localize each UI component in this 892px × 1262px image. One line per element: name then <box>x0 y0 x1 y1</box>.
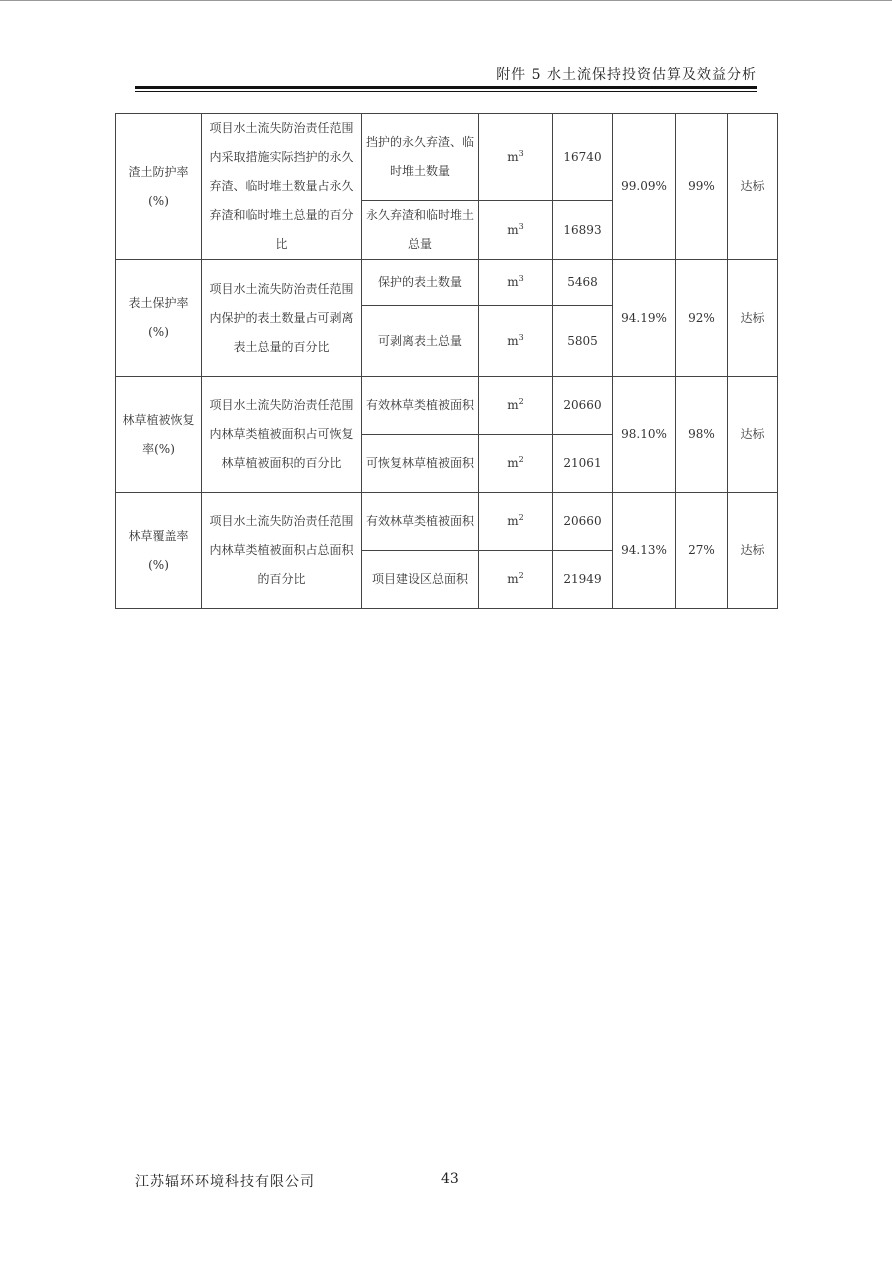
item-unit <box>479 435 553 493</box>
unit-exponent: 3 <box>518 221 524 231</box>
unit-base: m <box>507 398 519 412</box>
unit-exponent: 2 <box>518 455 524 464</box>
item-value: 5805 <box>553 306 613 377</box>
unit-exponent: 2 <box>518 513 524 522</box>
table-row <box>116 260 778 306</box>
target-value: 92% <box>676 260 728 377</box>
unit-exponent: 3 <box>518 332 524 342</box>
evaluation-result: 达标 <box>728 377 778 493</box>
target-value: 27% <box>676 493 728 609</box>
unit-exponent: 3 <box>518 274 524 283</box>
item-unit <box>479 306 553 377</box>
unit-base: m <box>507 456 519 470</box>
item-name: 永久弃渣和临时堆土总量 <box>362 201 479 260</box>
evaluation-result: 达标 <box>728 114 778 260</box>
actual-value: 99.09% <box>613 114 676 260</box>
unit-exponent: 2 <box>518 397 524 406</box>
indicator-name: 渣土防护率(%) <box>116 114 202 260</box>
indicator-definition: 项目水土流失防治责任范围内保护的表土数量占可剥离表土总量的百分比 <box>202 260 362 377</box>
table-row <box>116 114 778 201</box>
indicator-name: 林草植被恢复率(%) <box>116 377 202 493</box>
actual-value: 94.19% <box>613 260 676 377</box>
item-value: 16740 <box>553 114 613 201</box>
item-value: 21949 <box>553 551 613 609</box>
indicator-name: 林草覆盖率(%) <box>116 493 202 609</box>
indicator-definition: 项目水土流失防治责任范围内林草类植被面积占总面积的百分比 <box>202 493 362 609</box>
item-name: 可剥离表土总量 <box>362 306 479 377</box>
item-value: 20660 <box>553 377 613 435</box>
indicator-name: 表土保护率(%) <box>116 260 202 377</box>
item-value: 5468 <box>553 260 613 306</box>
item-unit <box>479 201 553 260</box>
item-name: 有效林草类植被面积 <box>362 377 479 435</box>
evaluation-result: 达标 <box>728 260 778 377</box>
item-value: 20660 <box>553 493 613 551</box>
unit-base: m <box>507 333 519 348</box>
unit-base: m <box>507 275 519 289</box>
item-value: 21061 <box>553 435 613 493</box>
target-value: 98% <box>676 377 728 493</box>
unit-exponent: 2 <box>518 571 524 580</box>
unit-base: m <box>507 222 519 237</box>
item-name: 保护的表土数量 <box>362 260 479 306</box>
target-value: 99% <box>676 114 728 260</box>
table-row <box>116 493 778 551</box>
actual-value: 98.10% <box>613 377 676 493</box>
item-unit <box>479 493 553 551</box>
page-number: 43 <box>441 1171 459 1187</box>
evaluation-result: 达标 <box>728 493 778 609</box>
item-unit <box>479 377 553 435</box>
unit-base: m <box>507 514 519 528</box>
item-name: 挡护的永久弃渣、临时堆土数量 <box>362 114 479 201</box>
unit-base: m <box>507 149 519 164</box>
header-rule-thick <box>135 86 757 89</box>
header-rule-thin <box>135 91 757 92</box>
unit-base: m <box>507 572 519 586</box>
item-name: 项目建设区总面积 <box>362 551 479 609</box>
indicator-definition: 项目水土流失防治责任范围内林草类植被面积占可恢复林草植被面积的百分比 <box>202 377 362 493</box>
item-name: 有效林草类植被面积 <box>362 493 479 551</box>
indicator-table <box>115 113 778 609</box>
unit-exponent: 3 <box>518 148 524 158</box>
actual-value: 94.13% <box>613 493 676 609</box>
item-unit <box>479 260 553 306</box>
page-header: 附件 5 水土流保持投资估算及效益分析 <box>496 67 757 83</box>
item-name: 可恢复林草植被面积 <box>362 435 479 493</box>
item-unit <box>479 551 553 609</box>
item-unit <box>479 114 553 201</box>
table-row <box>116 377 778 435</box>
footer-company: 江苏辐环环境科技有限公司 <box>135 1174 315 1190</box>
page-top-border <box>0 0 892 1</box>
item-value: 16893 <box>553 201 613 260</box>
indicator-definition: 项目水土流失防治责任范围内采取措施实际挡护的永久弃渣、临时堆土数量占永久弃渣和临时堆土总量的百分比 <box>202 114 362 260</box>
